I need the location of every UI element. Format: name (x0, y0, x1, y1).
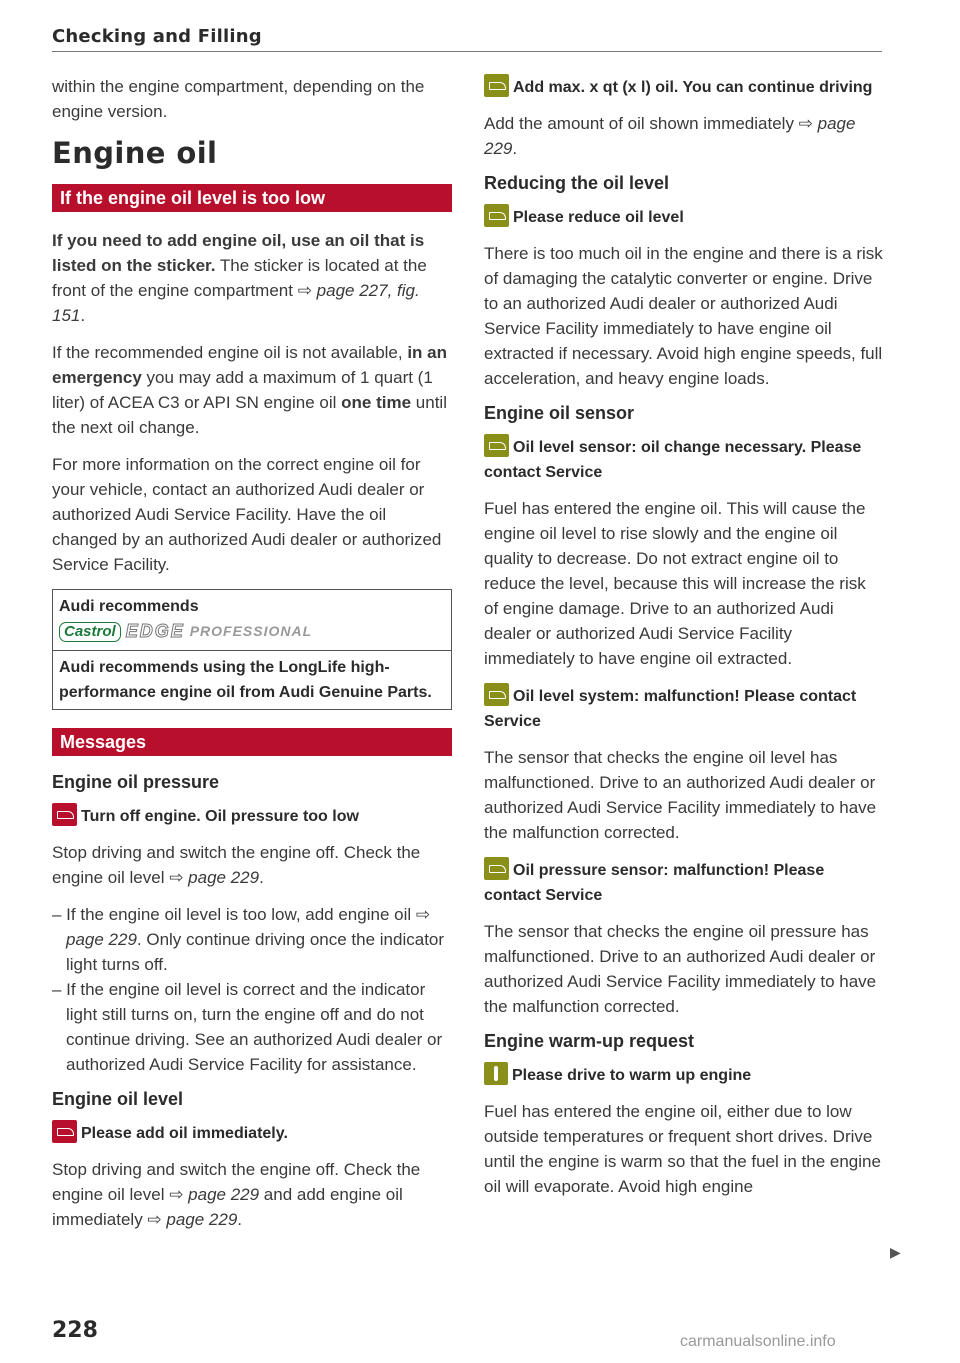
warmup-message (484, 1062, 884, 1088)
section-title: Engine oil (52, 136, 218, 170)
one-time-bold: one time (341, 393, 412, 412)
page-ref-link[interactable]: ⇨ page 229 (66, 905, 431, 949)
add-oil-message (484, 74, 884, 100)
box-title-text: Audi recommends (59, 598, 199, 615)
recommendation-box (52, 589, 452, 710)
running-header: Checking and Filling (52, 26, 882, 52)
reduce-message-text: Please reduce oil level (513, 209, 684, 226)
edge-brand: EDGE (125, 621, 185, 641)
pressure-message (52, 803, 452, 829)
emergency-bold: in an emergency (52, 343, 447, 387)
sticker-end: . (80, 306, 86, 325)
pressure-message-text: Turn off engine. Oil pressure too low (81, 808, 359, 825)
add-oil-end: . (512, 139, 518, 158)
oil-can-red-icon (52, 1120, 77, 1143)
oil-can-yellow-icon (484, 74, 509, 97)
emergency-text-a: If the recommended engine oil is not available, (52, 343, 408, 362)
sensor-message-1-text: Oil level sensor: oil change necessary. Please contact Service (484, 439, 862, 481)
warmup-paragraph: Fuel has entered the engine oil, either due to low outside temperatures or frequent short drives. Drive until the engine is warm so that the fuel in the engine oil will evaporate. Avoid high engine (484, 1102, 881, 1196)
watermark: carmanualsonline.info (680, 1333, 836, 1350)
oil-can-yellow-icon (484, 204, 509, 227)
add-oil-text: Add the amount of oil shown immediately (484, 114, 799, 133)
sensor-paragraph-2: The sensor that checks the engine oil level has malfunctioned. Drive to an authorized Audi dealer or authorized Audi Service Facility immediately to have the malfunction corrected. (484, 748, 877, 842)
messages-bar: Messages (52, 728, 452, 756)
sensor-message-1 (484, 434, 884, 485)
bullet1-text-a: – If the engine oil level is too low, add engine oil (52, 905, 416, 924)
sticker-bold: If you need to add engine oil, use an oil that is listed on the sticker. (52, 231, 425, 275)
subsection-bar: If the engine oil level is too low (52, 184, 452, 212)
left-column (52, 74, 452, 1244)
pressure-title: Engine oil pressure (52, 772, 220, 792)
reduce-paragraph: There is too much oil in the engine and there is a risk of damaging the catalytic converter or engine. Drive to an authorized Audi dealer or authorized Audi Service Facility immediately to have engine oil extracted if necessary. Avoid high engine speeds, full acceleration, and heavy engine loads. (484, 244, 883, 388)
page-ref-link[interactable]: ⇨ page 229 (169, 1185, 260, 1204)
oil-sensor-icon (484, 683, 509, 706)
add-oil-paragraph (484, 111, 884, 161)
bullet1-text-b: . Only continue driving once the indicator light turns off. (66, 930, 445, 974)
list-item (52, 902, 452, 977)
sensor-message-3 (484, 857, 884, 908)
thermometer-icon (484, 1062, 508, 1085)
emergency-text-e: until the next oil change. (52, 393, 447, 437)
emergency-text-c: you may add a maximum of 1 quart (1 liter) of ACEA C3 or API SN engine oil (52, 368, 433, 412)
page-ref-link[interactable]: ⇨ page 229 (147, 1210, 238, 1229)
pressure-paragraph (52, 840, 452, 890)
level-message-text: Please add oil immediately. (81, 1125, 288, 1142)
castrol-brand: Castrol (59, 622, 121, 642)
pressure-text: Stop driving and switch the engine off. Check the engine oil level (52, 843, 421, 887)
sticker-paragraph (52, 228, 452, 328)
sensor-paragraph-1: Fuel has entered the engine oil. This will cause the engine oil level to rise slowly and the engine oil quality to decrease. Do not extract engine oil to reduce the level, because this will increase the risk of engine damage. Drive to an authorized Audi dealer or authorized Audi Service Facility immediately to have engine oil extracted. (484, 499, 866, 668)
level-message (52, 1120, 452, 1146)
level-text-b: and add engine oil immediately (52, 1185, 403, 1229)
sticker-text: The sticker is located at the front of the engine compartment (52, 256, 427, 300)
more-info-paragraph: For more information on the correct engine oil for your vehicle, contact an authorized Audi dealer or authorized Audi Service Facility. Have the oil changed by an authorized Audi dealer or authorized Service Facility. (52, 455, 442, 574)
page-ref-link[interactable]: ⇨ page 229 (484, 114, 856, 158)
warmup-message-text: Please drive to warm up engine (512, 1067, 752, 1084)
continue-arrow-icon: ▶ (890, 1244, 901, 1260)
sensor-paragraph-3: The sensor that checks the engine oil pressure has malfunctioned. Drive to an authorized Audi dealer or authorized Audi Service Facility immediately to have the malfunction corrected. (484, 922, 877, 1016)
page-ref-link[interactable]: ⇨ page 227, fig. 151 (52, 281, 420, 325)
reduce-message (484, 204, 884, 230)
castrol-logo (59, 619, 445, 646)
professional-brand: PROFESSIONAL (189, 623, 313, 639)
pressure-steps (52, 902, 452, 1077)
page-ref-link[interactable]: ⇨ page 229 (169, 868, 260, 887)
sensor-message-2 (484, 683, 884, 734)
pressure-end: . (259, 868, 264, 887)
level-end: . (237, 1210, 243, 1229)
right-column (484, 74, 884, 1211)
level-paragraph (52, 1157, 452, 1232)
sensor-message-3-text: Oil pressure sensor: malfunction! Please contact Service (484, 862, 825, 904)
emergency-paragraph (52, 340, 452, 440)
intro-text: within the engine compartment, depending on the engine version. (52, 77, 425, 121)
level-text-a: Stop driving and switch the engine off. Check the engine oil level (52, 1160, 421, 1204)
sensor-title: Engine oil sensor (484, 403, 635, 423)
level-title: Engine oil level (52, 1089, 184, 1109)
oil-can-red-icon (52, 803, 77, 826)
sensor-message-2-text: Oil level system: malfunction! Please contact Service (484, 688, 857, 730)
add-oil-message-text: Add max. x qt (x l) oil. You can continue driving (513, 79, 873, 96)
box-title (53, 590, 451, 650)
warmup-title: Engine warm-up request (484, 1031, 695, 1051)
box-text: Audi recommends using the LongLife high-performance engine oil from Audi Genuine Parts. (53, 650, 451, 709)
page-number: 228 (52, 1318, 98, 1343)
oil-sensor-icon (484, 434, 509, 457)
reduce-title: Reducing the oil level (484, 173, 670, 193)
list-item: – If the engine oil level is correct and the indicator light still turns on, turn the engine off and do not continue driving. See an authorized Audi dealer or authorized Audi Service Facility for assistance. (52, 980, 443, 1074)
oil-sensor-icon (484, 857, 509, 880)
